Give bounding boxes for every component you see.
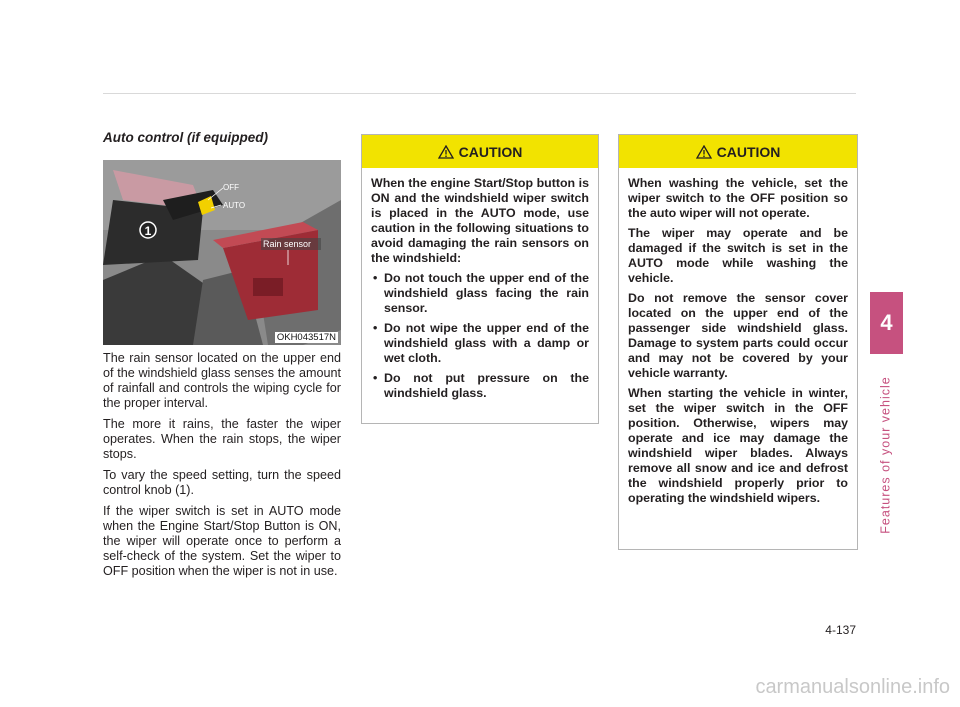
caution-bullet-list [371,271,589,401]
caution-body [362,168,598,401]
caution-intro: When the engine Start/Stop button is ON and the windshield wiper switch is placed in the AUTO mode, use caution in the following situations to avoid damaging the rain sensors on the windshield: [371,176,589,265]
caution-paragraph: The wiper may operate and be damaged if the switch is set in the AUTO mode while washing the vehicle. [628,226,848,285]
section-title: Auto control (if equipped) [103,130,268,145]
caution-box-2 [618,134,858,550]
page-number: 4-137 [825,623,856,637]
caution-paragraph: Do not remove the sensor cover located on the upper end of the passenger side windshield glass. Damage to system parts could occur and may not be covered by your vehicle warranty. [628,291,848,380]
body-text [103,351,341,585]
caution-paragraph: When washing the vehicle, set the wiper switch to the OFF position so the auto wiper will not operate. [628,176,848,220]
body-paragraph: The more it rains, the faster the wiper operates. When the rain stops, the wiper stops. [103,417,341,461]
auto-label: AUTO [223,201,246,210]
caution-bullet: • Do not touch the upper end of the windshield glass facing the rain sensor. [371,271,589,316]
caution-bullet: • Do not wipe the upper end of the windshield glass with a damp or wet cloth. [371,321,589,366]
caution-header [362,135,598,168]
body-paragraph: The rain sensor located on the upper end of the windshield glass senses the amount of rainfall and controls the wiping cycle for the proper interval. [103,351,341,410]
caution-paragraph: When starting the vehicle in winter, set the wiper switch in the OFF position. Otherwise, wipers may operate and ice may damage the windshield wiper blades. Always remove all snow and ice and defrost the windshield properly prior to operating the windshield wipers. [628,386,848,505]
warning-triangle-icon [438,145,454,159]
off-label: OFF [223,183,239,192]
caution-title: CAUTION [716,143,781,160]
figure-code: OKH043517N [276,332,336,343]
caution-title: CAUTION [458,143,523,160]
chapter-tab: 4 [870,292,903,354]
caution-header [619,135,857,168]
body-paragraph: To vary the speed setting, turn the speed control knob (1). [103,468,341,497]
caution-body [619,168,857,506]
top-rule [103,93,856,94]
watermark: carmanualsonline.info [755,676,950,698]
caution-box-1 [361,134,599,424]
body-paragraph: If the wiper switch is set in AUTO mode when the Engine Start/Stop Button is ON, the wiper will operate once to perform a self-check of the system. Set the wiper to OFF position when the wiper is not in use. [103,504,341,578]
chapter-title-vertical [860,376,912,534]
warning-triangle-icon [696,145,712,159]
rain-sensor-figure [103,160,341,345]
rain-sensor-illustration [103,160,341,345]
caution-bullet: • Do not put pressure on the windshield glass. [371,371,589,401]
rain-sensor-label: Rain sensor [263,239,312,249]
callout-1-label: 1 [144,224,152,238]
chapter-title: Features of your vehicle [879,376,893,534]
